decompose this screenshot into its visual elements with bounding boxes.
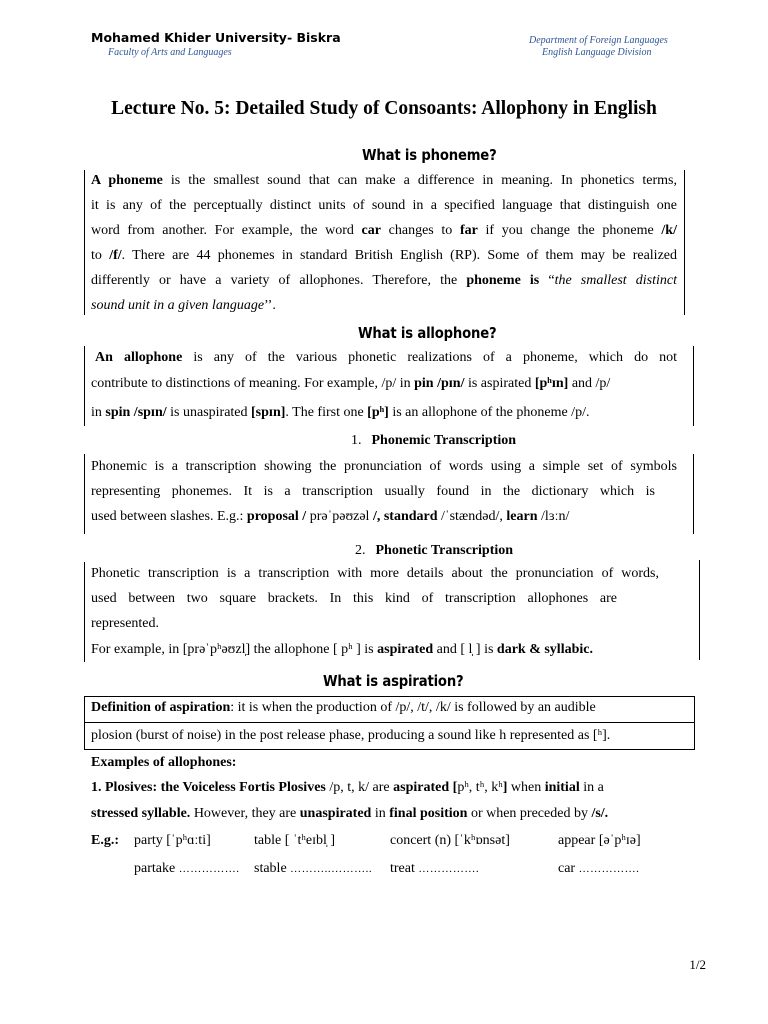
phonetic-line-3: represented. — [91, 616, 160, 631]
phoneme-line-4: to /f/. There are 44 phonemes in standard British English (RP). Some of them may be realized — [91, 248, 677, 263]
phonetic-line-1: Phonetic transcription is a transcription with more details about the pronunciation of words, — [91, 566, 659, 581]
allophone-line-1: An allophone is any of the various phonetic realizations of a phoneme, which do not — [95, 350, 678, 365]
phonetic-border-left — [84, 562, 85, 662]
phoneme-line-3: word from another. For example, the word car changes to far if you change the phoneme /k/ — [91, 223, 677, 238]
allophone-border-right — [693, 346, 694, 426]
phoneme-line-6: sound unit in a given language’’. — [91, 298, 276, 313]
allophone-line-3: in spin /spɪn/ is unaspirated [spɪn]. The first one [pʰ] is an allophone of the phoneme /p/. — [91, 405, 590, 420]
phonemic-line-1: Phonemic is a transcription showing the pronunciation of words using a simple set of symbols — [91, 459, 677, 474]
example-car: car ……………. — [558, 861, 640, 876]
allophone-line-2: contribute to distinctions of meaning. For example, /p/ in pin /pɪn/ is aspirated [pʰɪn] and /p/ — [91, 376, 611, 391]
phoneme-border-right — [684, 170, 685, 315]
department-name: Department of Foreign Languages — [529, 35, 668, 46]
division-name: English Language Division — [542, 47, 652, 58]
example-table: table [ ˈtʰeɪbl̩ ] — [254, 833, 336, 848]
phonemic-border-left — [84, 454, 85, 534]
aspiration-line-1: Definition of aspiration: it is when the production of /p/, /t/, /k/ is followed by an audible — [91, 700, 596, 715]
phoneme-heading: What is phoneme? — [362, 146, 497, 164]
phonetic-border-right — [699, 560, 700, 660]
phonetic-heading: 2. Phonetic Transcription — [355, 543, 514, 558]
phoneme-line-5: differently or have a variety of allophones. Therefore, the phoneme is “the smallest distinct — [91, 273, 677, 288]
example-concert: concert (n) [ˈkʰɒnsət] — [390, 833, 510, 848]
phonetic-line-2: used between two square brackets. In this kind of transcription allophones are — [91, 591, 617, 606]
phoneme-line-1: A phoneme is the smallest sound that can make a difference in meaning. In phonetics terms, — [91, 173, 677, 188]
phonetic-line-4: For example, in [prəˈpʰəʊzl̩] the allophone [ pʰ ] is aspirated and [ l̩ ] is dark & syllabic. — [91, 642, 593, 657]
allophone-heading: What is allophone? — [358, 324, 497, 342]
page-number: 1/2 — [689, 957, 706, 972]
phoneme-border-left — [84, 170, 85, 315]
aspiration-heading: What is aspiration? — [323, 672, 464, 690]
example-appear: appear [əˈpʰɪə] — [558, 833, 641, 848]
examples-heading: Examples of allophones: — [91, 755, 237, 770]
eg-label: E.g.: — [91, 833, 119, 848]
faculty-name: Faculty of Arts and Languages — [108, 47, 232, 58]
phoneme-line-2: it is any of the perceptually distinct units of sound in a specified language that distinguish one — [91, 198, 677, 213]
example-party: party [ˈpʰɑːti] — [134, 833, 211, 848]
example-partake: partake ……………. — [134, 861, 240, 876]
phonemic-heading: 1. Phonemic Transcription — [351, 433, 517, 448]
phonemic-line-3: used between slashes. E.g.: proposal / prəˈpəʊzəl /, standard /ˈstændəd/, learn /lɜːn/ — [91, 509, 570, 524]
examples-line-2: stressed syllable. However, they are unaspirated in final position or when preceded by /s/. — [91, 806, 609, 821]
phonemic-line-2: representing phonemes. It is a transcription usually found in the dictionary which is — [91, 484, 655, 499]
allophone-border-left — [84, 346, 85, 426]
university-name: Mohamed Khider University- Biskra — [91, 30, 341, 45]
aspiration-line-2: plosion (burst of noise) in the post release phase, producing a sound like h represented as [ʰ]. — [91, 728, 611, 743]
lecture-title: Lecture No. 5: Detailed Study of Consoants: Allophony in English — [111, 98, 657, 119]
examples-line-1: 1. Plosives: the Voiceless Fortis Plosives /p, t, k/ are aspirated [pʰ, tʰ, kʰ] when initial in a — [91, 780, 604, 795]
example-treat: treat ……………. — [390, 861, 480, 876]
phonemic-border-right — [693, 454, 694, 534]
example-stable: stable ………..……….. — [254, 861, 373, 876]
